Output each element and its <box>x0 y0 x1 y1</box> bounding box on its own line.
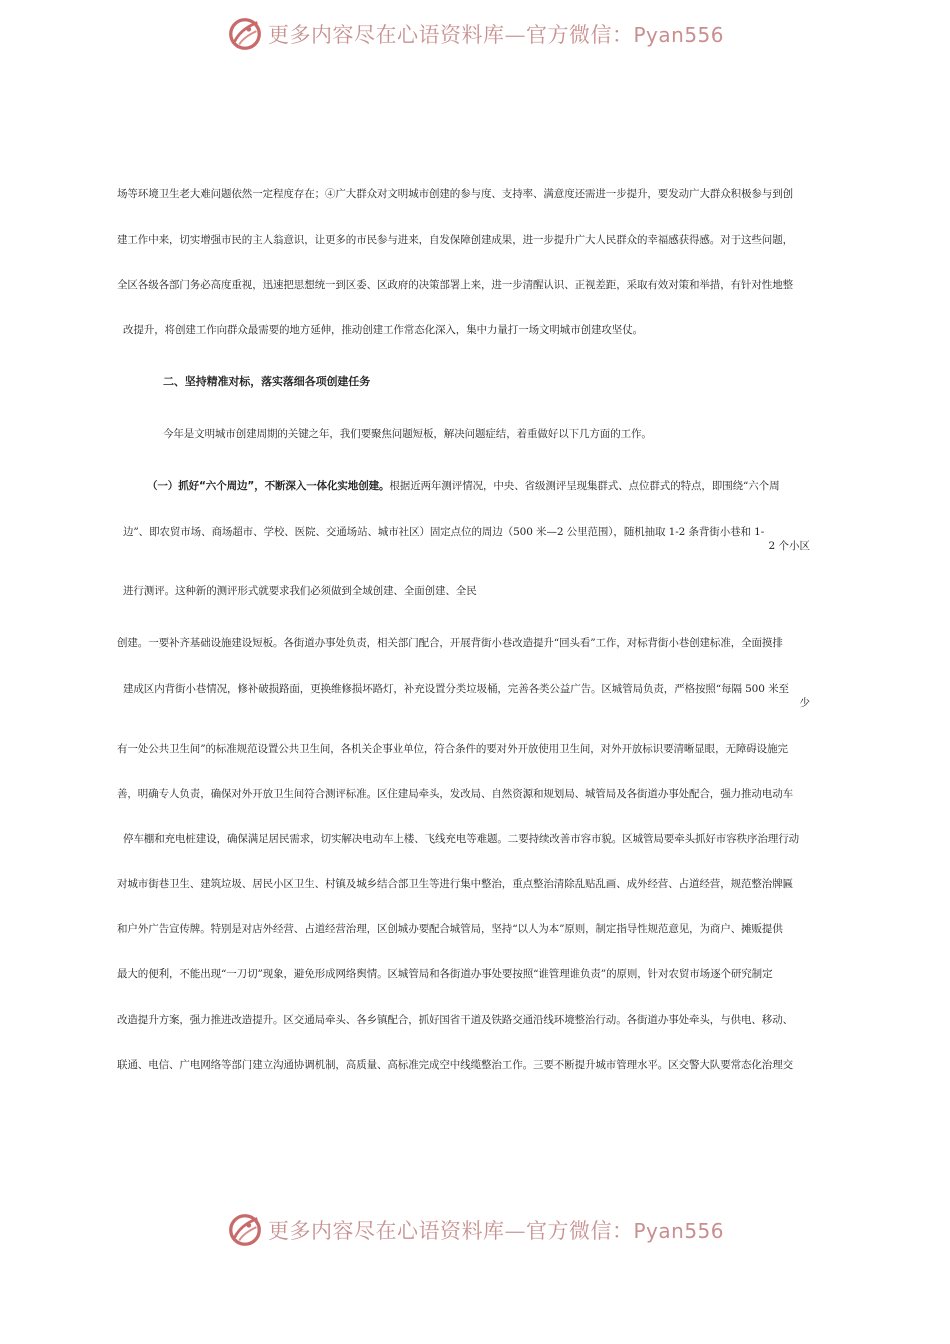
text-line: 建成区内背街小巷情况，修补破损路面，更换维修损坏路灯，补充设置分类垃圾桶，完善各类公益广告。区城管局负责，严格按照“每隔 500 米至 <box>123 683 789 695</box>
subsection-title: （一）抓好“六个周边”，不断深入一体化实地创建。 <box>147 480 390 492</box>
text-line: 有一处公共卫生间”的标准规范设置公共卫生间，各机关企事业单位，符合条件的要对外开放使用卫生间，对外开放标识要清晰显眼，无障碍设施完 <box>117 743 788 755</box>
red-swirl-logo-icon <box>226 15 264 53</box>
text-line: 创建。一要补齐基础设施建设短板。各街道办事处负责，相关部门配合，开展背街小巷改造提升“回头看”工作，对标背街小巷创建标准，全面摸排 <box>117 637 783 649</box>
watermark-banner-bottom <box>0 1210 950 1250</box>
watermark-banner-top <box>0 14 950 54</box>
text-line: 建工作中来，切实增强市民的主人翁意识，让更多的市民参与进来，自发保障创建成果，进一步提升广大人民群众的幸福感获得感。对于这些问题， <box>117 234 793 246</box>
paragraph-intro: 今年是文明城市创建周期的关键之年，我们要聚焦问题短板，解决问题症结，着重做好以下几方面的工作。 <box>163 428 652 440</box>
watermark-text: 更多内容尽在心语资料库—官方微信：Pyan556 <box>267 1219 724 1243</box>
text-line: 对城市街巷卫生、建筑垃圾、居民小区卫生、村镇及城乡结合部卫生等进行集中整治，重点整治清除乱贴乱画、成外经营、占道经营，规范整治牌匾 <box>117 878 793 890</box>
text-line: 联通、电信、广电网络等部门建立沟通协调机制，高质量、高标准完成空中线缆整治工作。三要不断提升城市管理水平。区交警大队要常态化治理交 <box>117 1059 793 1071</box>
text-line: 善，明确专人负责，确保对外开放卫生间符合测评标准。区住建局牵头，发改局、自然资源和规划局、城管局及各街道办事处配合，强力推动电动车 <box>117 788 793 800</box>
text-line: 全区各级各部门务必高度重视，迅速把思想统一到区委、区政府的决策部署上来，进一步清醒认识、正视差距，采取有效对策和举措，有针对性地整 <box>117 279 793 291</box>
section-heading: 二、坚持精准对标，落实落细各项创建任务 <box>163 375 371 388</box>
text-line: 和户外广告宣传牌。特别是对店外经营、占道经营治理，区创城办要配合城管局，坚持“以人为本”原则，制定指导性规范意见，为商户、摊贩提供 <box>117 923 783 935</box>
text-line: 场等环境卫生老大难问题依然一定程度存在；④广大群众对文明城市创建的参与度、支持率、满意度还需进一步提升，要发动广大群众积极参与到创 <box>117 188 793 200</box>
text-line-tail: 少 <box>799 697 810 709</box>
text-line: 改提升，将创建工作向群众最需要的地方延伸，推动创建工作常态化深入，集中力量打一场文明城市创建攻坚仗。 <box>123 324 643 336</box>
subsection-text: 根据近两年测评情况，中央、省级测评呈现集群式、点位群式的特点，即围绕“六个周 <box>389 480 780 492</box>
text-line-tail: 2 个小区 <box>768 540 810 552</box>
watermark-text: 更多内容尽在心语资料库—官方微信：Pyan556 <box>267 23 724 47</box>
subsection-line <box>147 479 847 493</box>
text-line: 最大的便利，不能出现“一刀切”现象，避免形成网络舆情。区城管局和各街道办事处要按照“谁管理谁负责”的原则，针对农贸市场逐个研究制定 <box>117 968 773 980</box>
text-line: 改造提升方案，强力推进改造提升。区交通局牵头、各乡镇配合，抓好国省干道及铁路交通沿线环境整治行动。各街道办事处牵头，与供电、移动、 <box>117 1014 793 1026</box>
red-swirl-logo-icon <box>226 1211 264 1249</box>
text-line: 进行测评。这种新的测评形式就要求我们必须做到全域创建、全面创建、全民 <box>123 585 477 597</box>
text-line: 边”、即农贸市场、商场超市、学校、医院、交通场站、城市社区）固定点位的周边（500 米—2 公里范围），随机抽取 1-2 条背街小巷和 1- <box>123 526 765 538</box>
text-line: 停车棚和充电桩建设，确保满足居民需求，切实解决电动车上楼、飞线充电等难题。二要持续改善市容市貌。区城管局要牵头抓好市容秩序治理行动 <box>123 833 799 845</box>
